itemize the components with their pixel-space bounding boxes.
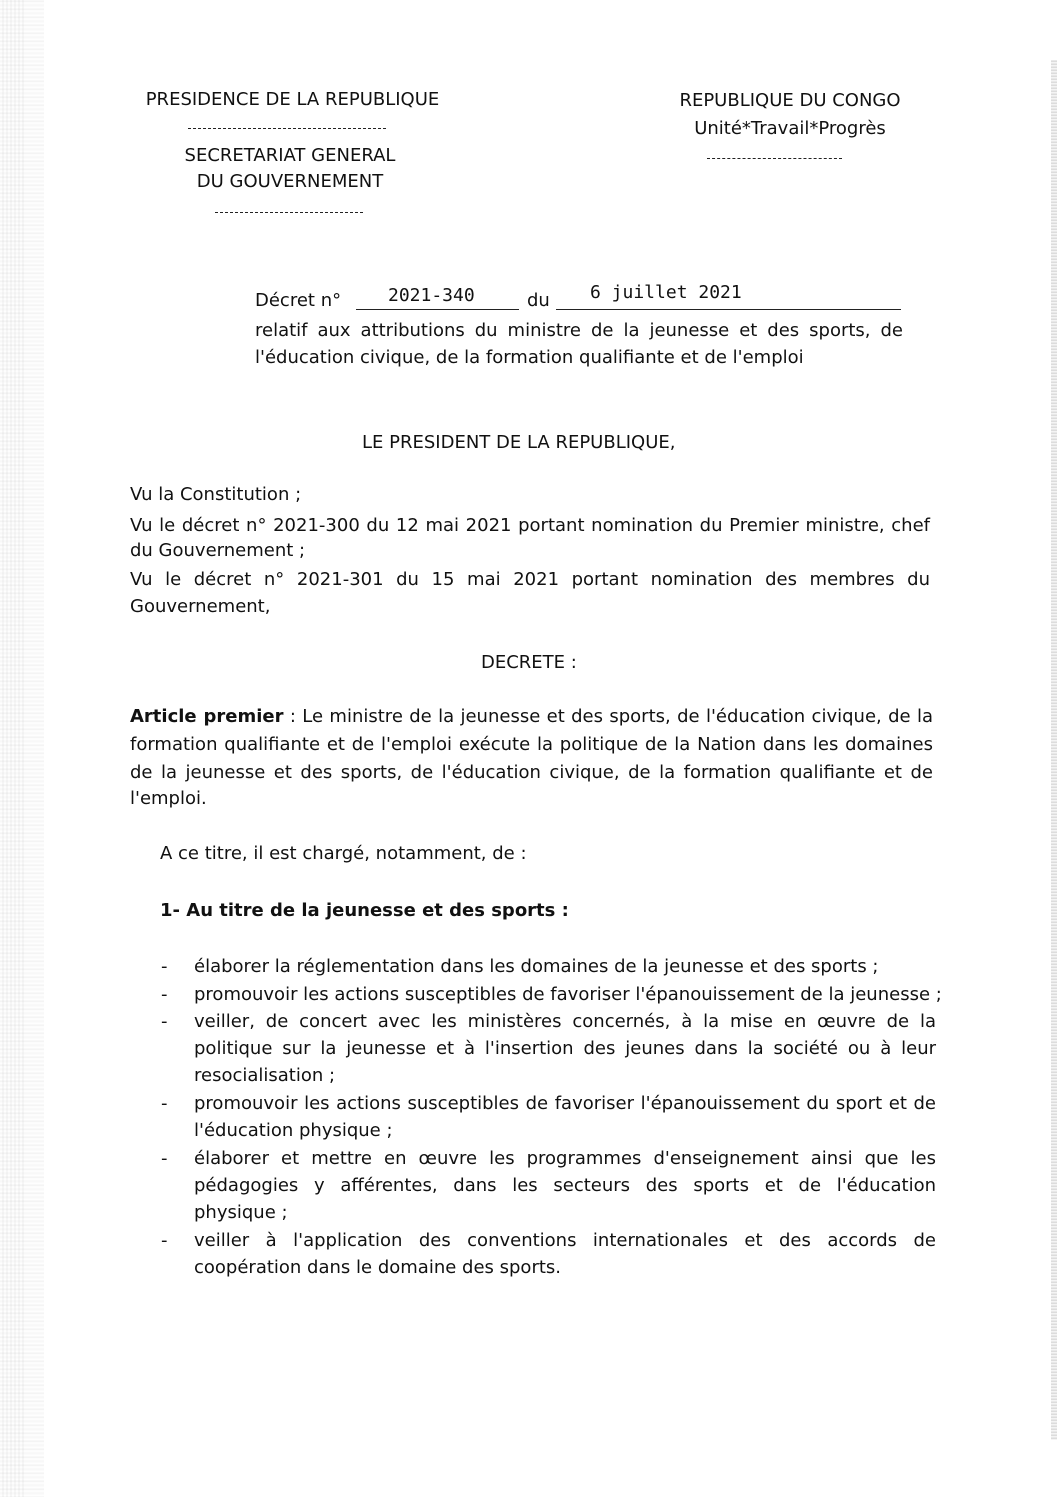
bullet-dash: - [161,1093,168,1114]
bullet-dash: - [161,1011,168,1032]
header-left-separator-1 [188,128,386,129]
article-premier-line-4: l'emploi. [130,788,207,809]
bullet-3-line-3: resocialisation ; [194,1065,336,1086]
scanner-noise-left-fine [2,0,24,1497]
decree-subject-line-2: l'éducation civique, de la formation qualifiante et de l'emploi [255,347,804,368]
decrete-heading: DECRETE : [481,652,577,673]
bullet-dash: - [161,1148,168,1169]
visa-constitution: Vu la Constitution ; [130,484,302,505]
a-ce-titre: A ce titre, il est chargé, notamment, de : [160,843,527,864]
visa-decree-premier-ministre: Vu le décret n° 2021-300 du 12 mai 2021 portant nomination du Premier ministre, chef [130,515,930,536]
header-republique: REPUBLIQUE DU CONGO [679,90,901,111]
bullet-dash: - [161,956,168,977]
header-left-separator-2 [215,212,363,213]
article-premier-text-1: : Le ministre de la jeunesse et des sports, de l'éducation civique, de la [283,706,933,727]
header-secretariat: SECRETARIAT GENERAL [184,145,396,166]
visa-decree-membres: Vu le décret n° 2021-301 du 15 mai 2021 portant nomination des membres du [130,569,930,590]
bullet-4-line-1: promouvoir les actions susceptibles de favoriser l'épanouissement du sport et de [194,1093,936,1114]
article-premier-line-3: de la jeunesse et des sports, de l'éducation civique, de la formation qualifiante et de [130,762,933,783]
visa-decree-membres-cont: Gouvernement, [130,596,271,617]
article-premier-label: Article premier [130,706,284,727]
decree-number-label: Décret n° [255,290,342,311]
bullet-1: élaborer la réglementation dans les domaines de la jeunesse et des sports ; [194,956,879,977]
header-presidence: PRESIDENCE DE LA REPUBLIQUE [145,89,440,110]
bullet-6-line-2: coopération dans le domaine des sports. [194,1257,561,1278]
scanner-noise-right [1051,60,1057,1440]
section-1-heading: 1- Au titre de la jeunesse et des sports : [160,900,569,921]
bullet-5-line-1: élaborer et mettre en œuvre les programmes d'enseignement ainsi que les [194,1148,936,1169]
bullet-3-line-1: veiller, de concert avec les ministères concernés, à la mise en œuvre de la [194,1011,936,1032]
bullet-2: promouvoir les actions susceptibles de favoriser l'épanouissement de la jeunesse ; [194,984,942,1005]
president-heading: LE PRESIDENT DE LA REPUBLIQUE, [362,432,676,453]
bullet-5-line-2: pédagogies y afférentes, dans les secteurs des sports et de l'éducation [194,1175,936,1196]
decree-date-line [556,309,901,310]
bullet-5-line-3: physique ; [194,1202,288,1223]
decree-number: 2021-340 [388,285,475,306]
header-motto: Unité*Travail*Progrès [694,118,886,139]
article-premier-line-2: formation qualifiante et de l'emploi exécute la politique de la Nation dans les domaines [130,734,933,755]
bullet-dash: - [161,984,168,1005]
article-premier-line-1 [130,705,933,729]
bullet-dash: - [161,1230,168,1251]
bullet-6-line-1: veiller à l'application des conventions internationales et des accords de [194,1230,936,1251]
header-gouvernement: DU GOUVERNEMENT [196,171,384,192]
decree-date: 6 juillet 2021 [590,282,742,303]
bullet-4-line-2: l'éducation physique ; [194,1120,393,1141]
visa-decree-premier-ministre-cont: du Gouvernement ; [130,540,306,561]
header-right-separator [707,158,842,159]
decree-subject-line-1: relatif aux attributions du ministre de la jeunesse et des sports, de [255,320,903,341]
decree-number-line [356,309,519,310]
decree-date-label: du [527,290,550,311]
bullet-3-line-2: politique sur la jeunesse et à l'insertion des jeunes dans la société ou à leur [194,1038,936,1059]
